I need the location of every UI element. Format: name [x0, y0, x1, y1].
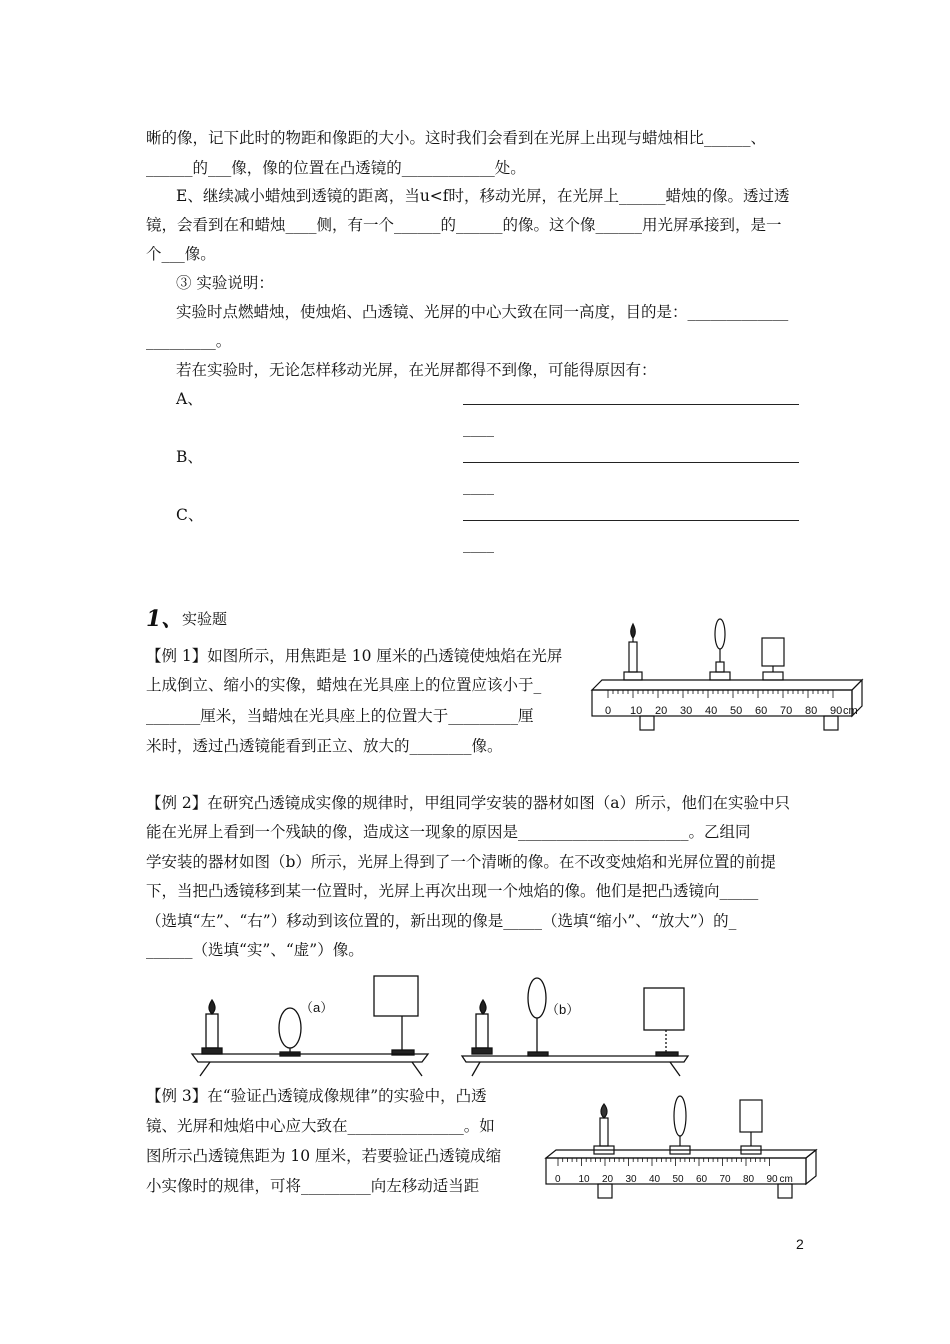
page-number: 2 — [796, 1236, 804, 1252]
answer-blank-tail-c: ____ — [463, 535, 494, 553]
ruler-label: 80 — [805, 705, 818, 717]
example3-line: 小实像时的规律，可将_________向左移动适当距 — [146, 1177, 480, 1195]
example2-line: 学安装的器材如图（b）所示，光屏上得到了一个清晰的像。在不改变烛焰和光屏位置的前提 — [146, 853, 776, 871]
ruler-label: 80 — [743, 1174, 755, 1185]
flame-icon — [631, 624, 636, 638]
answer-blank-a — [463, 404, 799, 405]
example2-line: ______（选填“实”、“虚”）像。 — [146, 941, 364, 959]
candle-icon — [476, 1014, 488, 1048]
answer-blank-b — [463, 462, 799, 463]
ruler-label: 60 — [696, 1174, 708, 1185]
text-line: 个___像。 — [146, 245, 216, 263]
ruler-label: 70 — [719, 1174, 731, 1185]
ruler-label: 40 — [649, 1174, 661, 1185]
example1-line: 上成倒立、缩小的实像，蜡烛在光具座上的位置应该小于_ — [146, 676, 542, 694]
optical-bench-figure-1 — [588, 618, 866, 744]
candle-icon — [206, 1014, 218, 1048]
reason-label-c: C、 — [176, 506, 204, 524]
example3-line: 图所示凸透镜焦距为 10 厘米，若要验证凸透镜成缩 — [146, 1147, 502, 1165]
ruler-label: 60 — [755, 705, 768, 717]
figure-label-a: （a） — [300, 1000, 334, 1015]
flame-icon — [601, 1104, 607, 1118]
ruler-label: 50 — [672, 1174, 684, 1185]
ruler-label: 10 — [578, 1174, 590, 1185]
lens-icon — [674, 1096, 686, 1136]
example2-line: 能在光屏上看到一个残缺的像，造成这一现象的原因是______________________。乙组同 — [146, 823, 751, 841]
optical-bench-figure-2 — [190, 972, 700, 1078]
example3-line: 镜、光屏和烛焰中心应大致在_______________。如 — [146, 1117, 495, 1135]
screen-icon — [644, 988, 684, 1030]
ruler-label: 0 — [555, 1174, 561, 1185]
ruler-label: 90 — [766, 1174, 778, 1185]
example2-line: 【例 2】在研究凸透镜成实像的规律时，甲组同学安装的器材如图（a）所示，他们在实验中只 — [146, 794, 791, 812]
example2-line: （选填“左”、“右”）移动到该位置的，新出现的像是_____（选填“缩小”、“放大”）的_ — [146, 912, 737, 930]
text-line: 若在实验时，无论怎样移动光屏，在光屏都得不到像，可能得原因有： — [176, 361, 657, 379]
ruler-label: 50 — [730, 705, 743, 717]
example1-line: 米时，透过凸透镜能看到正立、放大的________像。 — [146, 737, 503, 755]
example3-line: 【例 3】在“验证凸透镜成像规律”的实验中，凸透 — [146, 1087, 487, 1105]
ruler-unit: cm — [779, 1174, 793, 1185]
ruler-label: 90 — [830, 705, 843, 717]
optical-bench-figure-3 — [542, 1090, 820, 1214]
text-line: _________。 — [146, 332, 232, 350]
candle-holder — [624, 672, 642, 680]
ruler-label: 40 — [705, 705, 718, 717]
ruler-label: 20 — [655, 705, 668, 717]
ruler-label: 30 — [680, 705, 693, 717]
ruler-label: 10 — [630, 705, 643, 717]
section-number: 1、 — [146, 606, 184, 632]
ruler-label: 70 — [780, 705, 793, 717]
flame-icon — [480, 1000, 486, 1014]
ruler-label: 20 — [602, 1174, 614, 1185]
answer-blank-tail-b: ____ — [463, 477, 494, 495]
text-line: 实验时点燃蜡烛，使烛焰、凸透镜、光屏的中心大致在同一高度，目的是：_____________ — [176, 303, 789, 321]
flame-icon — [209, 1000, 215, 1014]
ruler-unit: cm — [843, 705, 858, 717]
lens-icon — [528, 978, 546, 1018]
lens-icon — [279, 1008, 301, 1048]
answer-blank-c — [463, 520, 799, 521]
example2-line: 下，当把凸透镜移到某一位置时，光屏上再次出现一个烛焰的像。他们是把凸透镜向_____ — [146, 882, 759, 900]
ruler-label: 0 — [605, 705, 612, 717]
text-line: ③ 实验说明： — [176, 274, 274, 292]
example1-line: 【例 1】如图所示，用焦距是 10 厘米的凸透镜使烛焰在光屏 — [146, 647, 563, 665]
example1-line: _______厘米，当蜡烛在光具座上的位置大于_________厘 — [146, 707, 534, 725]
candle-icon — [600, 1118, 608, 1146]
ruler-label: 30 — [625, 1174, 637, 1185]
text-line: 镜，会看到在和蜡烛____侧，有一个______的______的像。这个像______用光屏承接到，是一 — [146, 216, 782, 234]
text-line: ______的___像，像的位置在凸透镜的____________处。 — [146, 159, 526, 177]
text-line: E、继续减小蜡烛到透镜的距离，当u<f时，移动光屏，在光屏上______蜡烛的像。透过透 — [176, 187, 790, 205]
candle-icon — [629, 642, 637, 672]
text-line: 晰的像，记下此时的物距和像距的大小。这时我们会看到在光屏上出现与蜡烛相比______、 — [146, 129, 767, 147]
reason-label-a: A、 — [176, 390, 203, 408]
screen-icon — [374, 976, 418, 1016]
reason-label-b: B、 — [176, 448, 203, 466]
screen-icon — [740, 1100, 762, 1132]
screen-icon — [762, 638, 784, 666]
section-title: 实验题 — [182, 610, 228, 628]
lens-icon — [715, 619, 725, 649]
figure-label-b: （b） — [546, 1002, 580, 1017]
answer-blank-tail-a: ____ — [463, 419, 494, 437]
